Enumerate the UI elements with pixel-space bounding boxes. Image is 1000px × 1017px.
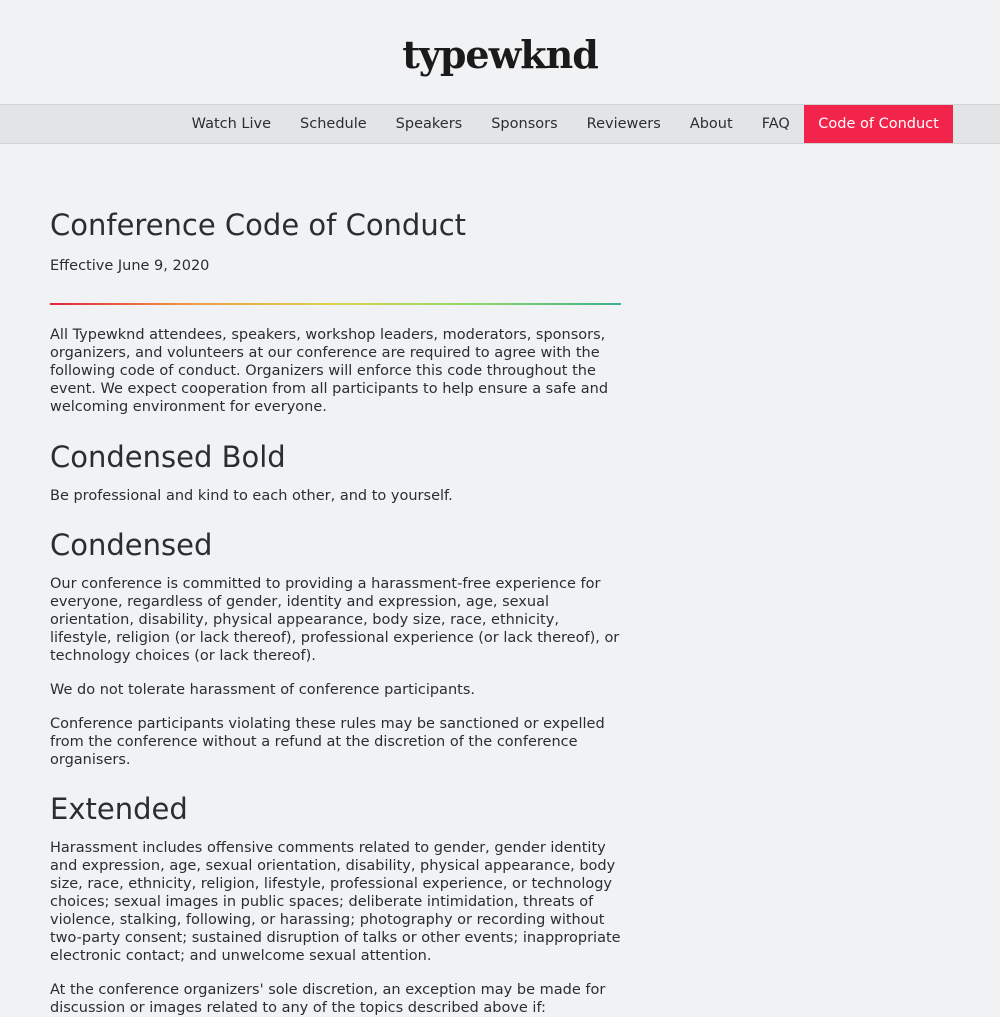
nav-item-speakers[interactable]: Speakers bbox=[395, 116, 463, 132]
nav-item-reviewers[interactable]: Reviewers bbox=[586, 116, 661, 132]
section-paragraph: Conference participants violating these rules may be sanctioned or expelled from the conference without a refund at the discretion of the conference organisers. bbox=[50, 716, 605, 768]
nav-item-sponsors[interactable]: Sponsors bbox=[491, 116, 558, 132]
nav-item-about[interactable]: About bbox=[689, 116, 733, 132]
nav-item-schedule[interactable]: Schedule bbox=[300, 116, 367, 132]
section-paragraph: Be professional and kind to each other, and to yourself. bbox=[50, 488, 453, 504]
section-paragraph: Our conference is committed to providing a harassment-free experience for everyone, regardless of gender, identity and expression, age, sexual orientation, disability, physical appearance, body size, race, ethnicity, lifestyle, religion (or lack thereof), professional experience (or lack thereof), or technology choices (or lack thereof). bbox=[50, 576, 620, 664]
main-content bbox=[50, 205, 621, 1017]
nav-item-faq[interactable]: FAQ bbox=[761, 116, 790, 132]
nav-item-watch-live[interactable]: Watch Live bbox=[191, 116, 272, 132]
rainbow-divider bbox=[50, 303, 621, 305]
section-heading-extended: Extended bbox=[50, 792, 188, 826]
section-heading-condensed-bold: Condensed Bold bbox=[50, 440, 286, 474]
main-nav bbox=[0, 104, 1000, 144]
intro-paragraph: All Typewknd attendees, speakers, workshop leaders, moderators, sponsors, organizers, and volunteers at our conference are required to agree with the following code of conduct. Organizers will enforce this code throughout the event. We expect cooperation from all participants to help ensure a safe and welcoming environment for everyone. bbox=[50, 327, 609, 415]
site-logo[interactable]: typewknd bbox=[402, 31, 598, 77]
section-paragraph: We do not tolerate harassment of conference participants. bbox=[50, 682, 475, 698]
effective-date: Effective June 9, 2020 bbox=[50, 258, 210, 274]
section-heading-condensed: Condensed bbox=[50, 528, 213, 562]
section-paragraph: Harassment includes offensive comments related to gender, gender identity and expression, age, sexual orientation, disability, physical appearance, body size, race, ethnicity, religion, lifestyle, professional experience, or technology choices; sexual images in public spaces; deliberate intimidation, threats of violence, stalking, following, or harassing; photography or recording without two-party consent; sustained disruption of talks or other events; inappropriate electronic contact; and unwelcome sexual attention. bbox=[50, 840, 621, 964]
page-title: Conference Code of Conduct bbox=[50, 208, 467, 242]
main-nav-list bbox=[177, 105, 953, 143]
nav-item-code-of-conduct[interactable]: Code of Conduct bbox=[804, 105, 953, 143]
section-paragraph: At the conference organizers' sole discretion, an exception may be made for discussion or images related to any of the topics described above if: bbox=[50, 982, 606, 1016]
site-header bbox=[0, 0, 1000, 104]
